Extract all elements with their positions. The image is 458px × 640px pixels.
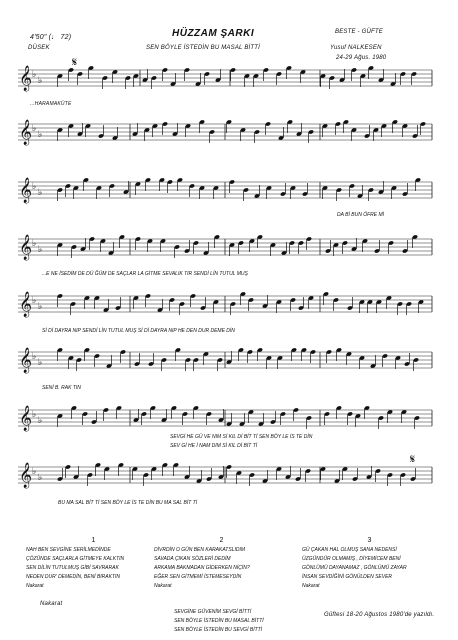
refrain-block — [174, 608, 264, 635]
flat-sign: ♭ — [32, 239, 37, 249]
verse-column — [26, 537, 161, 591]
lyric-line: SEV Gİ HE İ NAM DIM Sİ KIL Dİ BİT Tİ — [170, 443, 258, 449]
treble-clef: 𝄞 — [19, 292, 33, 317]
flat-sign: ♭ — [38, 76, 43, 86]
verse-line: ÇÖZÜNDE SAÇLARLA GİTMEYE KALKTIN — [26, 556, 125, 562]
author-name: Yusuf NALKESEN — [330, 45, 382, 51]
lyric-line: SEVGİ HE GÜ VE NIM Sİ KIL Dİ BİT Tİ SEN BÖY LE İS TE DİN — [170, 434, 313, 440]
treble-clef: 𝄞 — [19, 406, 33, 431]
flat-sign: ♭ — [38, 358, 43, 368]
flat-sign: ♭ — [38, 302, 43, 312]
flat-sign: ♭ — [32, 296, 37, 306]
composition-date: 24-29 Ağus. 1980 — [336, 55, 387, 61]
lyric-line: BU MA SAL BİT Tİ SEN BÖY LE İS TE DİN BU MA SAL BİT Tİ — [58, 500, 198, 506]
verse-line: GÖNLÜMÜ DAYANAMAZ , GÖNLÜMÜ ZAYAR — [302, 565, 407, 571]
segno-sign: 𝄋 — [410, 452, 416, 466]
verse-line: Nakarat — [26, 583, 44, 589]
verse-line: NEDEN DUR' DEMEDİN, BENİ BIRAKTIN — [26, 574, 121, 580]
treble-clef: 𝄞 — [19, 348, 33, 373]
verse-line: ARKAMA BAKMADAN GİDERKEN NİÇİN? — [154, 565, 250, 571]
verse-line: İNSAN SEVDİĞİNİ GÖNÜLDEN SEVER — [302, 574, 393, 580]
verse-line: GÜ ÇAKAN HAL OLMUŞ SANA NEDENSİ — [302, 547, 397, 553]
verse-line: Nakarat — [154, 583, 172, 589]
song-title: HÜZZAM ŞARKI — [172, 28, 255, 39]
refrain-line: SEN BÖYLE İSTEDİN BU SEVGİ BİTTİ — [174, 627, 263, 633]
verse-column — [302, 537, 437, 591]
flat-sign: ♭ — [38, 416, 43, 426]
song-subtitle: SEN BÖYLE İSTEDİN BU MASAL BİTTİ — [146, 45, 260, 51]
flat-sign: ♭ — [38, 188, 43, 198]
treble-clef: 𝄞 — [19, 178, 33, 203]
verse-number: 3 — [367, 537, 372, 544]
flat-sign: ♭ — [32, 467, 37, 477]
flat-sign: ♭ — [32, 124, 37, 134]
author-label: BESTE - GÜFTE — [335, 29, 383, 35]
flat-sign: ♭ — [32, 352, 37, 362]
verse-line: SEN DİLİN TUTULMUŞ GİBİ SAVRARAK — [26, 565, 119, 571]
verse-line: DİVRDİN O GÜN BEN KARAKATSLIDIM — [154, 547, 246, 553]
tempo-marking: 4'50" (♩ 72) — [30, 34, 72, 41]
treble-clef: 𝄞 — [19, 120, 33, 145]
flat-sign: ♭ — [32, 182, 37, 192]
refrain-line: SEN BÖYLE İSTEDİN BU MASAL BİTTİ — [174, 618, 264, 624]
usul-marking: DÜSEK — [28, 45, 50, 51]
refrain-label: Nakarat — [40, 601, 63, 607]
lyric-date-signature: Güftesi 18-20 Ağustos 1980'de yazıldı. — [324, 612, 435, 618]
lyric-line: SENİ B. RAK TIN — [42, 385, 81, 391]
verse-line: Nakarat — [302, 583, 320, 589]
verse-line: ÜZGÜNDÜR OLMAMIŞ , DİYEMİCEM BENİ — [302, 556, 401, 562]
treble-clef: 𝄞 — [19, 235, 33, 260]
verse-line: NAH BEN SEVGİNE SERİLMEDİNDE — [26, 547, 111, 553]
verse-line: SAVADA ÇIKAN SÖZLERİ DEDİM — [154, 556, 231, 562]
segno-sign: 𝄋 — [72, 55, 78, 69]
lyric-line: Sİ Dİ DAYRA NIP SENDİ LİN TUTUL MUŞ Sİ Dİ DAYRA NIP HE DEN DUR DEME DİN — [42, 328, 235, 334]
flat-sign: ♭ — [38, 130, 43, 140]
flat-sign: ♭ — [32, 410, 37, 420]
flat-sign: ♭ — [38, 473, 43, 483]
lyric-line: DA Bİ BUN ÖFRE Mİ — [337, 212, 385, 218]
verse-number: 1 — [91, 537, 96, 544]
flat-sign: ♭ — [32, 70, 37, 80]
treble-clef: 𝄞 — [19, 463, 33, 488]
refrain-line: SEVGİNE GÜVENİM SEVGİ BİTTİ — [174, 609, 252, 615]
verse-number: 2 — [219, 537, 224, 544]
verse-column — [154, 537, 289, 591]
intro-mark: ...HARAMAKÜTE — [30, 101, 72, 107]
flat-sign: ♭ — [38, 245, 43, 255]
verse-line: EĞER SEN GİTMEMİ İSTEMESEYDİN — [154, 574, 242, 580]
treble-clef: 𝄞 — [19, 66, 33, 91]
lyric-line: ...E NE İSEDİM DE DÜ ĞÜM DE SAÇLAR LA GİTME SEVALIK TIR SENDİ LİN TUTUL MUŞ — [42, 271, 248, 277]
